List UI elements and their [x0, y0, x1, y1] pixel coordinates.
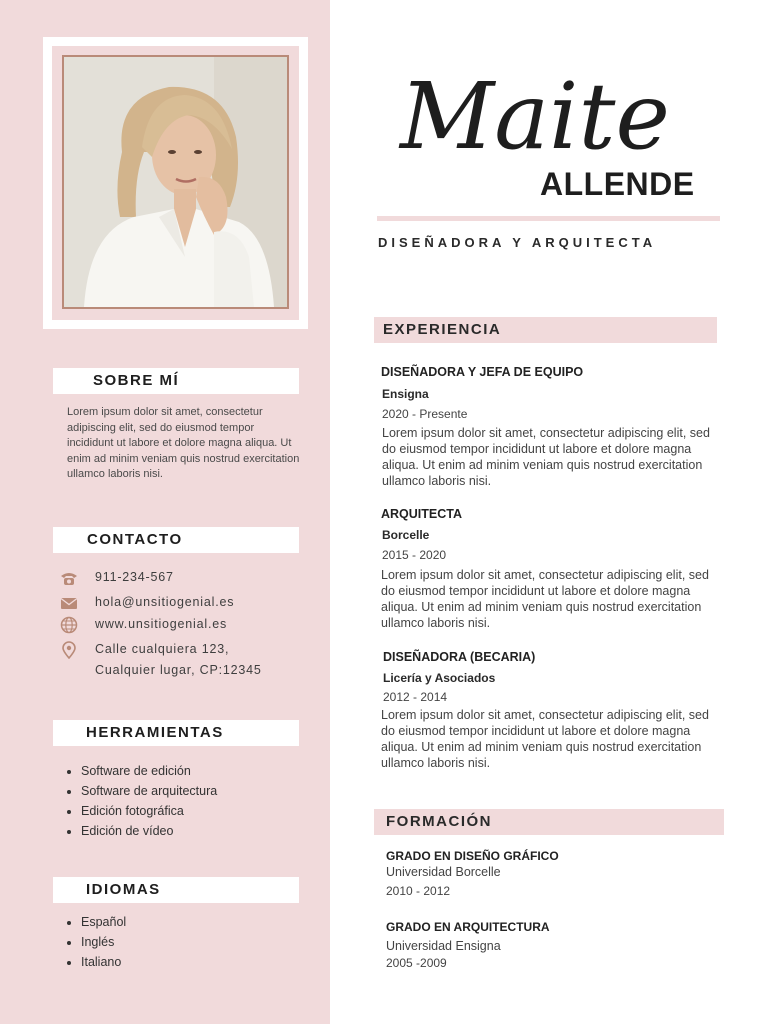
tools-list [63, 761, 217, 841]
job-title: DISEÑADORA Y JEFA DE EQUIPO [381, 365, 584, 379]
contact-address-line1: Calle cualquiera 123, [95, 642, 230, 656]
tools-heading: HERRAMIENTAS [53, 720, 299, 746]
job-dates: 2020 - Presente [382, 407, 468, 421]
name-divider [377, 216, 720, 221]
svg-text:Maite: Maite [400, 63, 670, 168]
about-heading: SOBRE MÍ [53, 368, 299, 394]
education-dates: 2005 -2009 [386, 956, 447, 970]
job-dates: 2012 - 2014 [383, 690, 448, 704]
experience-heading: EXPERIENCIA [374, 317, 717, 343]
job-title: DISEÑADORA (BECARIA) [383, 650, 536, 664]
education-school: Universidad Ensigna [386, 939, 501, 953]
location-pin-icon [60, 641, 78, 659]
contact-email[interactable]: hola@unsitiogenial.es [95, 595, 235, 609]
job-dates: 2015 - 2020 [382, 548, 447, 562]
education-degree: GRADO EN DISEÑO GRÁFICO [386, 849, 559, 863]
list-item: • Software de arquitectura [81, 781, 217, 801]
list-item: • Edición fotográfica [81, 801, 217, 821]
education-school: Universidad Borcelle [386, 865, 501, 879]
list-item: • Italiano [81, 952, 126, 972]
languages-list [63, 912, 126, 972]
job-company: Borcelle [382, 528, 430, 542]
contact-address-line2: Cualquier lugar, CP:12345 [95, 663, 262, 677]
education-heading: FORMACIÓN [374, 809, 724, 835]
envelope-icon [60, 594, 78, 612]
last-name: ALLENDE [540, 166, 695, 202]
list-item: • Edición de vídeo [81, 821, 217, 841]
sidebar [0, 0, 330, 1024]
job-company: Ensigna [382, 387, 429, 401]
phone-icon [60, 569, 78, 587]
languages-heading: IDIOMAS [53, 877, 299, 903]
job-role: DISEÑADORA Y ARQUITECTA [378, 235, 657, 250]
list-item: • Inglés [81, 932, 126, 952]
list-item: • Español [81, 912, 126, 932]
about-text: Lorem ipsum dolor sit amet, consectetur adipiscing elit, sed do eiusmod tempor incididunt ut labore et dolore magna aliqua. Ut enim ad minim veniam quis nostrud exercitation ullamco laboris nisi. [67, 406, 300, 480]
globe-icon [60, 616, 78, 634]
contact-phone[interactable]: 911-234-567 [95, 570, 174, 584]
job-company: Licería y Asociados [383, 671, 496, 685]
list-item: • Software de edición [81, 761, 217, 781]
job-description: Lorem ipsum dolor sit amet, consectetur adipiscing elit, sed do eiusmod tempor incididunt ut labore et dolore magna aliqua. Ut enim ad minim veniam quis nostrud exercitation ullamco laboris nisi. [382, 426, 710, 488]
portrait-image [64, 57, 287, 307]
job-description: Lorem ipsum dolor sit amet, consectetur adipiscing elit, sed do eiusmod tempor incididunt ut labore et dolore magna aliqua. Ut enim ad minim veniam quis nostrud exercitation ullamco laboris nisi. [381, 708, 709, 770]
first-name-script [390, 48, 710, 168]
education-dates: 2010 - 2012 [386, 884, 451, 898]
education-degree: GRADO EN ARQUITECTURA [386, 920, 550, 934]
profile-photo [62, 55, 289, 309]
contact-heading: CONTACTO [53, 527, 299, 553]
job-title: ARQUITECTA [381, 507, 463, 521]
job-description: Lorem ipsum dolor sit amet, consectetur adipiscing elit, sed do eiusmod tempor incididunt ut labore et dolore magna aliqua. Ut enim ad minim veniam quis nostrud exercitation ullamco laboris nisi. [381, 568, 709, 630]
contact-web[interactable]: www.unsitiogenial.es [95, 617, 228, 631]
profile-photo-frame [43, 37, 308, 329]
